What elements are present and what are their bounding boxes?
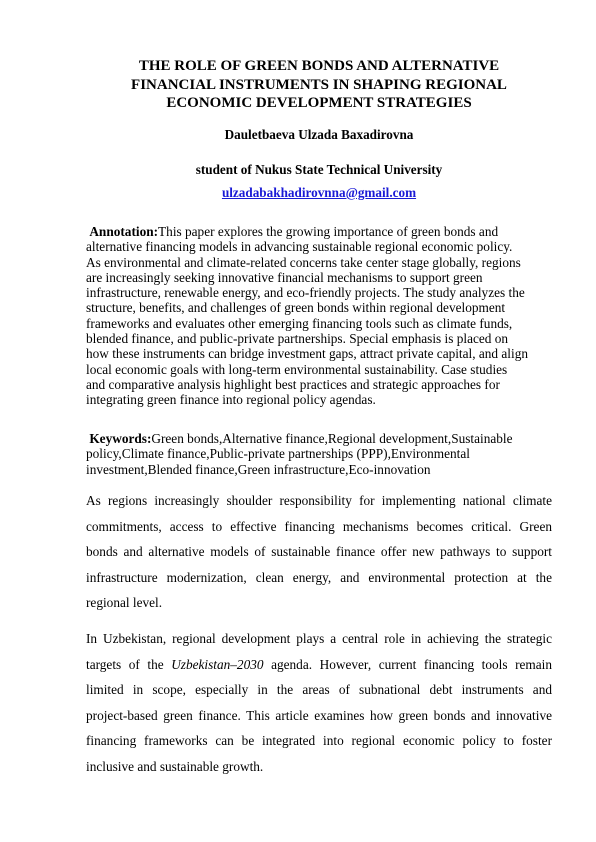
paragraph-line: As regions increasingly shoulder responsibility for implementing national climate: [86, 493, 552, 508]
annotation-line: are increasingly seeking innovative financial mechanisms to support green: [86, 269, 483, 285]
annotation-line: how these instruments can bridge investment gaps, attract private capital, and align: [86, 346, 528, 362]
title-line: THE ROLE OF GREEN BONDS AND ALTERNATIVE: [138, 58, 500, 74]
annotation-text: This paper explores the growing importance of green bonds and: [158, 224, 499, 239]
email-link[interactable]: ulzadabakhadirovnna@gmail.com: [221, 185, 417, 200]
keywords-section: [86, 431, 546, 477]
annotation-line: As environmental and climate-related concerns take center stage globally, regions: [86, 254, 521, 270]
paragraph-line: limited in scope, especially in the areas of subnational debt instruments and: [86, 682, 552, 697]
agenda-name: Uzbekistan–2030: [171, 656, 264, 672]
paragraph-line: financing frameworks can be integrated into regional economic policy to foster: [86, 733, 552, 748]
keywords-label: Keywords:: [89, 431, 152, 446]
author-affiliation: student of Nukus State Technical University: [195, 162, 443, 177]
annotation-line: frameworks and evaluates other emerging financing tools such as climate funds,: [86, 315, 513, 331]
paragraph-line: [86, 652, 552, 678]
keywords-line: investment,Blended finance,Green infrastructure,Eco-innovation: [86, 461, 431, 477]
annotation-line: infrastructure, renewable energy, and eco-friendly projects. The study analyzes the: [86, 285, 525, 301]
paragraph-line: infrastructure modernization, clean energy, and environmental protection at the: [86, 569, 552, 585]
paragraph-line: commitments, access to effective financing mechanisms becomes critical. Green: [86, 518, 552, 534]
annotation-label: Annotation:: [89, 224, 159, 239]
paragraph-line: In Uzbekistan, regional development plays a central role in achieving the strategic: [86, 631, 552, 646]
annotation-line: integrating green finance into regional policy agendas.: [86, 392, 376, 408]
keywords-line: [86, 431, 546, 446]
author-email: [86, 185, 552, 201]
paragraph-line: regional level.: [86, 595, 163, 610]
body-paragraph-2: [86, 626, 552, 779]
annotation-line: blended finance, and public-private partnerships. Special emphasis is placed on: [86, 331, 509, 347]
annotation-section: [86, 224, 546, 408]
annotation-line: alternative financing models in advancing sustainable regional economic policy.: [86, 239, 513, 255]
paragraph-line: bonds and alternative models of sustainable finance offer new pathways to support: [86, 544, 552, 559]
keywords-line: policy,Climate finance,Public-private partnerships (PPP),Environmental: [86, 446, 470, 462]
title-line: FINANCIAL INSTRUMENTS IN SHAPING REGIONAL: [131, 76, 507, 93]
keywords-text: Green bonds,Alternative finance,Regional development,Sustainable: [151, 431, 513, 446]
paragraph-line: project-based green finance. This article examines how green bonds and innovative: [86, 707, 552, 723]
paragraph-text: targets of the: [86, 656, 172, 672]
annotation-line: [86, 224, 546, 239]
annotation-line: local economic goals with long-term environmental sustainability. Case studies: [86, 361, 508, 377]
author-name: Dauletbaeva Ulzada Baxadirovna: [224, 127, 414, 142]
body-paragraph-1: [86, 488, 552, 616]
paragraph-text: agenda. However, current financing tools remain: [263, 656, 552, 672]
title-line: ECONOMIC DEVELOPMENT STRATEGIES: [166, 95, 472, 111]
annotation-line: structure, benefits, and challenges of green bonds within regional development: [86, 300, 506, 316]
paragraph-line: inclusive and sustainable growth.: [86, 758, 264, 774]
paper-title: [86, 57, 552, 113]
annotation-line: and comparative analysis highlight best practices and strategic approaches for: [86, 376, 500, 392]
